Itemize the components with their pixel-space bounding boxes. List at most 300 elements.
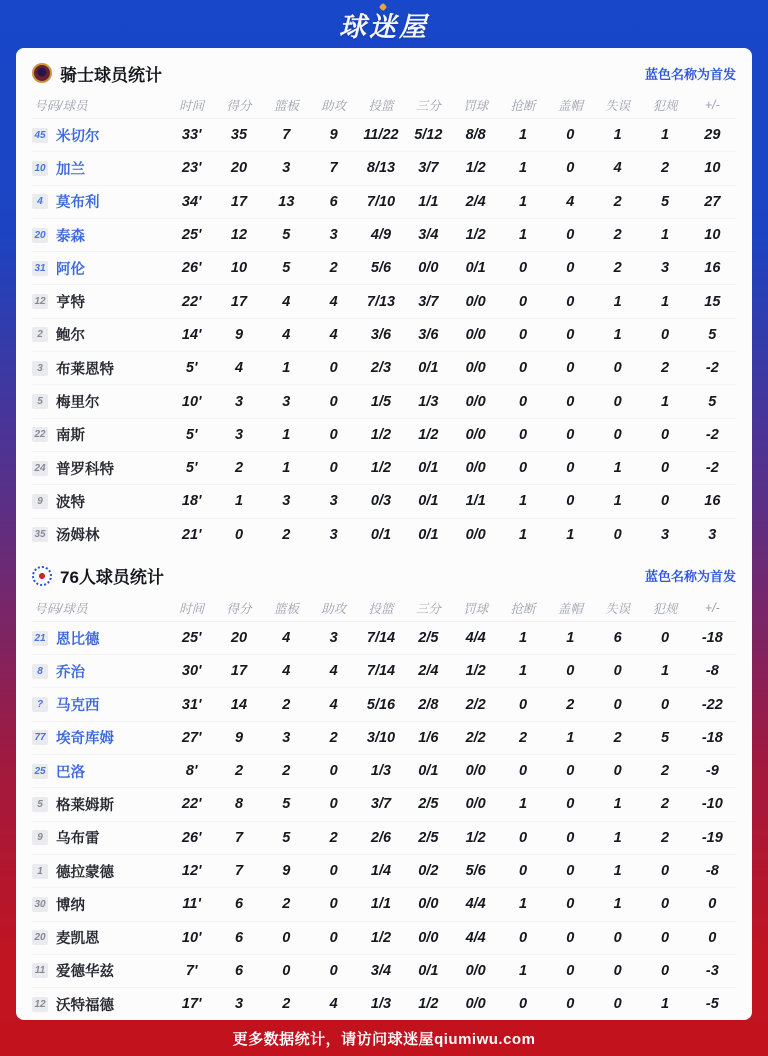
stat-value: 33' — [181, 127, 202, 144]
player-cell — [32, 458, 168, 479]
jersey-number-badge: 10 — [32, 161, 48, 176]
stat-value: 7/13 — [366, 293, 396, 310]
starter-legend: 蓝色名称为首发 — [644, 66, 736, 82]
stat-value: 5/6 — [465, 863, 486, 880]
player-name[interactable]: 马克西 — [56, 698, 100, 715]
stat-value: 0 — [566, 896, 575, 913]
stat-value: 0 — [329, 896, 338, 913]
player-name[interactable]: 德拉蒙德 — [56, 864, 114, 881]
player-cell — [32, 491, 168, 512]
player-row[interactable] — [32, 452, 736, 485]
player-name[interactable]: 普罗科特 — [56, 461, 114, 478]
player-row[interactable] — [32, 419, 736, 452]
stat-value: 5 — [660, 193, 670, 210]
stat-value: 0 — [329, 393, 338, 410]
stat-value: 0 — [566, 460, 575, 477]
stat-value: 4 — [282, 293, 291, 310]
player-cell — [32, 358, 168, 379]
stat-value: 4/9 — [370, 227, 392, 244]
stat-value: 5 — [282, 796, 291, 813]
stat-value: 3/6 — [370, 326, 392, 343]
stat-value: 4/4 — [465, 896, 486, 913]
stat-value: 1 — [518, 493, 528, 510]
player-name[interactable]: 埃奇库姆 — [56, 731, 114, 748]
stat-value: 3 — [329, 227, 338, 244]
player-name[interactable]: 爱德华兹 — [56, 964, 114, 981]
stat-value: 0 — [660, 929, 670, 946]
stat-value: 0/1 — [418, 460, 439, 477]
stat-value: 2/5 — [418, 829, 439, 846]
stat-value: 2 — [282, 896, 291, 913]
stat-value: 1/2 — [418, 426, 439, 443]
jersey-number-badge: 45 — [32, 128, 48, 143]
tables — [32, 48, 736, 1020]
stat-value: 10 — [704, 227, 721, 244]
player-row[interactable] — [32, 485, 736, 518]
player-row[interactable] — [32, 119, 736, 152]
stat-value: -10 — [701, 796, 723, 813]
stat-value: 0 — [613, 996, 622, 1013]
stat-value: 1/2 — [465, 160, 486, 177]
jersey-number-badge: 5 — [32, 797, 48, 812]
jersey-number-badge: 5 — [32, 394, 48, 409]
player-row[interactable] — [32, 655, 736, 688]
stat-value: 2/4 — [465, 193, 486, 210]
column-header: 犯规 — [652, 99, 678, 113]
stat-value: 0/2 — [418, 863, 439, 880]
column-header: 助攻 — [321, 99, 347, 113]
stat-value: 2/2 — [465, 729, 486, 746]
player-row[interactable] — [32, 855, 736, 888]
stat-value: 0/1 — [418, 962, 439, 979]
player-row[interactable] — [32, 722, 736, 755]
jersey-number-badge: 11 — [32, 963, 48, 978]
player-row[interactable] — [32, 688, 736, 721]
stat-value: 26' — [181, 829, 202, 846]
column-header: +/- — [704, 600, 720, 615]
cavaliers-logo — [32, 63, 52, 83]
section-header — [32, 48, 736, 92]
stat-value: 0 — [518, 293, 528, 310]
stat-value: 25' — [181, 630, 202, 646]
player-cell — [32, 424, 168, 445]
jersey-number-badge: 12 — [32, 294, 48, 309]
stats-card — [16, 48, 752, 1020]
stat-value: 0/0 — [465, 460, 486, 477]
stat-value: 3 — [282, 729, 291, 746]
stat-value: 1 — [282, 360, 291, 377]
stat-value: 5 — [660, 729, 670, 746]
player-name[interactable]: 加兰 — [56, 161, 85, 178]
player-row[interactable] — [32, 755, 736, 788]
stat-value: 0 — [566, 393, 575, 410]
stat-value: 20 — [230, 160, 248, 177]
stat-value: 0/0 — [465, 393, 486, 410]
stat-value: 0 — [282, 929, 291, 946]
section-title: 骑士球员统计 — [60, 65, 162, 85]
player-row[interactable] — [32, 922, 736, 955]
stat-value: 2 — [660, 360, 670, 377]
stat-value: 5/12 — [414, 127, 443, 144]
stat-value: 6 — [329, 193, 338, 210]
stat-value: 1/5 — [370, 393, 392, 410]
stat-value: 1 — [518, 630, 528, 646]
player-name[interactable]: 恩比德 — [56, 631, 100, 648]
stat-value: 0/1 — [370, 526, 392, 543]
stat-value: 0 — [566, 962, 575, 979]
player-name[interactable]: 梅里尔 — [56, 395, 100, 412]
stat-value: 4 — [282, 663, 291, 680]
stat-value: 7/14 — [366, 630, 396, 646]
stat-value: 7' — [185, 962, 198, 979]
stat-value: 1 — [518, 193, 528, 210]
stat-value: 1/3 — [370, 763, 392, 780]
player-cell — [32, 894, 168, 915]
stat-value: 0/0 — [418, 896, 439, 913]
stat-value: 3/4 — [370, 962, 392, 979]
player-cell — [32, 661, 168, 682]
stat-value: -2 — [705, 460, 719, 477]
player-name[interactable]: 巴洛 — [56, 764, 85, 781]
stat-value: 0 — [566, 260, 575, 277]
stat-value: 1 — [660, 227, 670, 244]
stat-value: 0 — [329, 929, 338, 946]
column-header: 投篮 — [368, 99, 394, 113]
stat-value: 0 — [329, 426, 338, 443]
column-header: 盖帽 — [557, 99, 583, 113]
stat-value: 2 — [660, 796, 670, 813]
stat-value: 15 — [704, 293, 721, 310]
stat-value: 23' — [181, 160, 202, 177]
player-row[interactable] — [32, 319, 736, 352]
stat-value: 2 — [518, 729, 528, 746]
stat-value: 2/2 — [465, 696, 486, 713]
jersey-number-badge: 25 — [32, 764, 48, 779]
stat-value: 0 — [518, 260, 528, 277]
stat-value: 3 — [660, 526, 670, 543]
player-name[interactable]: 阿伦 — [56, 261, 85, 278]
starter-legend: 蓝色名称为首发 — [644, 569, 736, 585]
column-header: 篮板 — [273, 601, 299, 616]
player-cell — [32, 291, 168, 312]
stat-value: 9 — [234, 729, 244, 746]
player-name[interactable]: 亨特 — [56, 295, 85, 312]
stat-value: 1 — [518, 127, 528, 144]
column-header: 失误 — [605, 601, 631, 616]
player-row[interactable] — [32, 186, 736, 219]
player-cell — [32, 727, 168, 748]
player-name[interactable]: 沃特福德 — [56, 997, 114, 1014]
player-name[interactable]: 博纳 — [56, 897, 85, 914]
table-body — [32, 119, 736, 551]
stat-value: -8 — [705, 663, 719, 680]
jersey-number-badge: 77 — [32, 730, 48, 745]
section-header — [32, 551, 736, 595]
player-cell — [32, 628, 168, 649]
player-name[interactable]: 米切尔 — [56, 128, 100, 145]
stat-value: 3/7 — [418, 160, 439, 177]
stat-value: 0 — [518, 460, 528, 477]
stat-value: 0 — [708, 896, 717, 913]
stat-value: 17 — [230, 293, 248, 310]
stat-value: 0/0 — [465, 326, 486, 343]
player-row[interactable] — [32, 788, 736, 821]
stat-value: 0 — [329, 962, 338, 979]
column-header: +/- — [704, 98, 720, 112]
stat-value: 1/6 — [418, 729, 439, 746]
player-row[interactable] — [32, 352, 736, 385]
stat-value: 11' — [182, 896, 201, 913]
sixers-logo — [32, 566, 52, 586]
stat-value: 1 — [518, 526, 528, 543]
stat-value: 0 — [566, 426, 575, 443]
stat-value: 17 — [230, 193, 248, 210]
stat-value: 9 — [234, 326, 244, 343]
player-name[interactable]: 波特 — [56, 494, 85, 511]
stat-value: 7 — [329, 160, 338, 177]
stat-value: 2 — [613, 193, 622, 210]
stat-value: 1/1 — [370, 896, 392, 913]
stat-value: 0 — [282, 962, 291, 979]
column-header: 三分 — [415, 99, 441, 113]
stat-value: 0 — [613, 962, 622, 979]
player-row[interactable] — [32, 385, 736, 418]
player-cell — [32, 861, 168, 882]
stat-value: 0 — [613, 360, 622, 377]
player-row[interactable] — [32, 219, 736, 252]
stat-value: 1 — [566, 729, 575, 746]
stat-value: 1 — [518, 160, 528, 177]
stat-value: 22' — [181, 293, 202, 310]
stat-value: 0/0 — [465, 796, 486, 813]
stat-value: 2/5 — [418, 796, 439, 813]
stat-value: 1 — [518, 796, 528, 813]
stat-value: 3 — [282, 393, 291, 410]
player-name[interactable]: 南斯 — [56, 428, 85, 445]
stat-value: 0 — [613, 526, 622, 543]
stat-value: 8/13 — [366, 160, 396, 177]
stat-value: 2 — [660, 829, 670, 846]
footer-text: 更多数据统计，请访问球迷屋qiumiwu.com — [232, 1030, 536, 1048]
player-cell — [32, 694, 168, 715]
stat-value: 2/6 — [370, 829, 392, 846]
stat-value: 0 — [613, 426, 622, 443]
stat-value: 1 — [613, 493, 622, 510]
stat-value: 3 — [234, 996, 244, 1013]
stat-value: 1 — [613, 896, 622, 913]
stat-value: 7 — [282, 127, 291, 144]
stat-value: 0 — [329, 460, 338, 477]
column-header: 失误 — [605, 99, 631, 113]
player-cell — [32, 391, 168, 412]
stat-value: 5 — [708, 326, 717, 343]
stat-value: 0 — [613, 663, 622, 680]
player-name[interactable]: 乔治 — [56, 664, 85, 681]
stat-value: 0 — [518, 426, 528, 443]
stat-value: 4/4 — [465, 630, 486, 646]
stat-value: 4 — [613, 160, 622, 177]
player-name[interactable]: 格莱姆斯 — [56, 797, 114, 814]
stat-value: 0 — [660, 896, 670, 913]
stat-value: 5 — [282, 260, 291, 277]
player-name[interactable]: 莫布利 — [56, 195, 100, 212]
qiumiwu-logo: 球迷屋 — [339, 5, 429, 44]
stat-value: 0 — [566, 293, 575, 310]
stat-value: 5' — [185, 426, 198, 443]
stat-value: 10' — [181, 393, 202, 410]
player-row[interactable] — [32, 822, 736, 855]
column-header: 篮板 — [273, 99, 299, 113]
stat-value: 12' — [181, 863, 202, 880]
stat-value: 0 — [660, 696, 670, 713]
stat-value: 9 — [329, 127, 338, 144]
jersey-number-badge: 1 — [32, 864, 48, 879]
column-header: 投篮 — [368, 601, 394, 616]
stat-value: 0 — [566, 227, 575, 244]
column-header: 抢断 — [510, 601, 536, 616]
stat-value: 34' — [181, 193, 202, 210]
stat-value: 16 — [704, 493, 721, 510]
jersey-number-badge: 9 — [32, 830, 48, 845]
column-header: 得分 — [226, 601, 252, 616]
stat-value: 1/4 — [370, 863, 392, 880]
stat-value: 0 — [613, 393, 622, 410]
player-row[interactable] — [32, 622, 736, 655]
stat-value: 1 — [518, 896, 528, 913]
stat-value: 3 — [329, 526, 338, 543]
jersey-number-badge: 4 — [32, 194, 48, 209]
stat-value: 1/1 — [465, 493, 486, 510]
stat-value: 4 — [282, 326, 291, 343]
stat-value: -9 — [705, 763, 719, 780]
stat-value: 27 — [704, 193, 721, 210]
column-header: 犯规 — [652, 601, 678, 616]
stat-value: 4 — [329, 326, 338, 343]
player-cell — [32, 524, 168, 545]
stat-value: 3 — [282, 493, 291, 510]
stat-value: 0/1 — [418, 360, 439, 377]
player-name[interactable]: 泰森 — [56, 228, 85, 245]
footer-banner[interactable] — [0, 1020, 768, 1056]
stat-value: 5/6 — [370, 260, 392, 277]
player-cell — [32, 927, 168, 948]
stat-value: 5' — [185, 360, 198, 377]
stat-value: 3/7 — [370, 796, 392, 813]
stat-value: 1 — [234, 493, 244, 510]
player-cell — [32, 761, 168, 782]
stat-value: 5 — [282, 227, 291, 244]
stat-value: 2/5 — [418, 630, 439, 646]
stat-value: 0 — [329, 360, 338, 377]
stat-value: 1 — [613, 796, 622, 813]
stat-value: 7/10 — [366, 193, 396, 210]
player-name[interactable]: 汤姆林 — [56, 528, 100, 545]
player-row[interactable] — [32, 955, 736, 988]
stat-value: 3 — [329, 630, 338, 646]
stat-value: 0 — [329, 763, 338, 780]
stat-value: 1 — [518, 663, 528, 680]
player-row[interactable] — [32, 888, 736, 921]
stat-value: 6 — [234, 929, 244, 946]
stat-value: 0 — [566, 493, 575, 510]
player-name[interactable]: 麦凯恩 — [56, 931, 100, 948]
stat-value: 1/2 — [370, 426, 392, 443]
stat-value: 3 — [329, 493, 338, 510]
stat-value: 2 — [282, 696, 291, 713]
stat-value: 1 — [660, 393, 670, 410]
stat-value: 29 — [704, 127, 721, 144]
player-row[interactable] — [32, 285, 736, 318]
stat-value: 9 — [282, 863, 291, 880]
stat-value: 16 — [704, 260, 721, 277]
stat-value: 1/3 — [370, 996, 392, 1013]
stat-value: 0 — [329, 863, 338, 880]
stat-value: 3 — [282, 160, 291, 177]
column-header: 号码/球员 — [34, 601, 88, 616]
jersey-number-badge: 20 — [32, 930, 48, 945]
stat-value: 0/0 — [465, 526, 486, 543]
stat-value: 0/1 — [418, 493, 439, 510]
stat-value: 0 — [234, 526, 244, 543]
stat-value: 1 — [566, 526, 575, 543]
stat-value: 0 — [518, 696, 528, 713]
column-header: 三分 — [415, 601, 441, 616]
player-name[interactable]: 乌布雷 — [56, 831, 100, 848]
stat-value: 0/0 — [465, 426, 486, 443]
player-name[interactable]: 布莱恩特 — [56, 361, 114, 378]
stat-value: 0 — [566, 929, 575, 946]
stat-value: 4 — [566, 193, 575, 210]
stat-value: 2 — [566, 696, 575, 713]
jersey-number-badge: 12 — [32, 997, 48, 1012]
player-row[interactable] — [32, 519, 736, 551]
stat-value: 2 — [660, 160, 670, 177]
stat-value: 1 — [282, 426, 291, 443]
stat-value: 14' — [181, 326, 202, 343]
stat-value: 1 — [613, 460, 622, 477]
stat-value: -5 — [705, 996, 719, 1013]
player-row[interactable] — [32, 152, 736, 185]
stat-value: 25' — [181, 227, 202, 244]
stat-value: 4 — [329, 696, 338, 713]
stat-value: 2 — [613, 227, 622, 244]
stat-value: 0 — [566, 763, 575, 780]
player-name[interactable]: 鲍尔 — [56, 328, 85, 345]
stat-value: 1 — [613, 127, 622, 144]
jersey-number-badge: 3 — [32, 361, 48, 376]
stat-value: 0 — [518, 360, 528, 377]
stat-value: 2 — [329, 260, 338, 277]
player-row[interactable] — [32, 988, 736, 1020]
stat-value: 0 — [518, 996, 528, 1013]
stat-value: 0/1 — [418, 526, 439, 543]
stat-value: 2 — [329, 729, 338, 746]
column-header: 罚球 — [463, 99, 489, 113]
stat-value: 4 — [329, 663, 338, 680]
stat-value: 2/3 — [370, 360, 392, 377]
player-row[interactable] — [32, 252, 736, 285]
column-header-row — [32, 595, 736, 622]
stat-value: -18 — [701, 729, 723, 746]
column-header: 罚球 — [463, 601, 489, 616]
team-stats-section — [32, 551, 736, 1020]
section-title: 76人球员统计 — [60, 568, 164, 588]
stat-value: 4 — [329, 293, 338, 310]
stat-value: 0 — [660, 493, 670, 510]
stat-value: 0 — [566, 127, 575, 144]
stat-value: 7/14 — [366, 663, 396, 680]
stat-value: -2 — [705, 426, 719, 443]
